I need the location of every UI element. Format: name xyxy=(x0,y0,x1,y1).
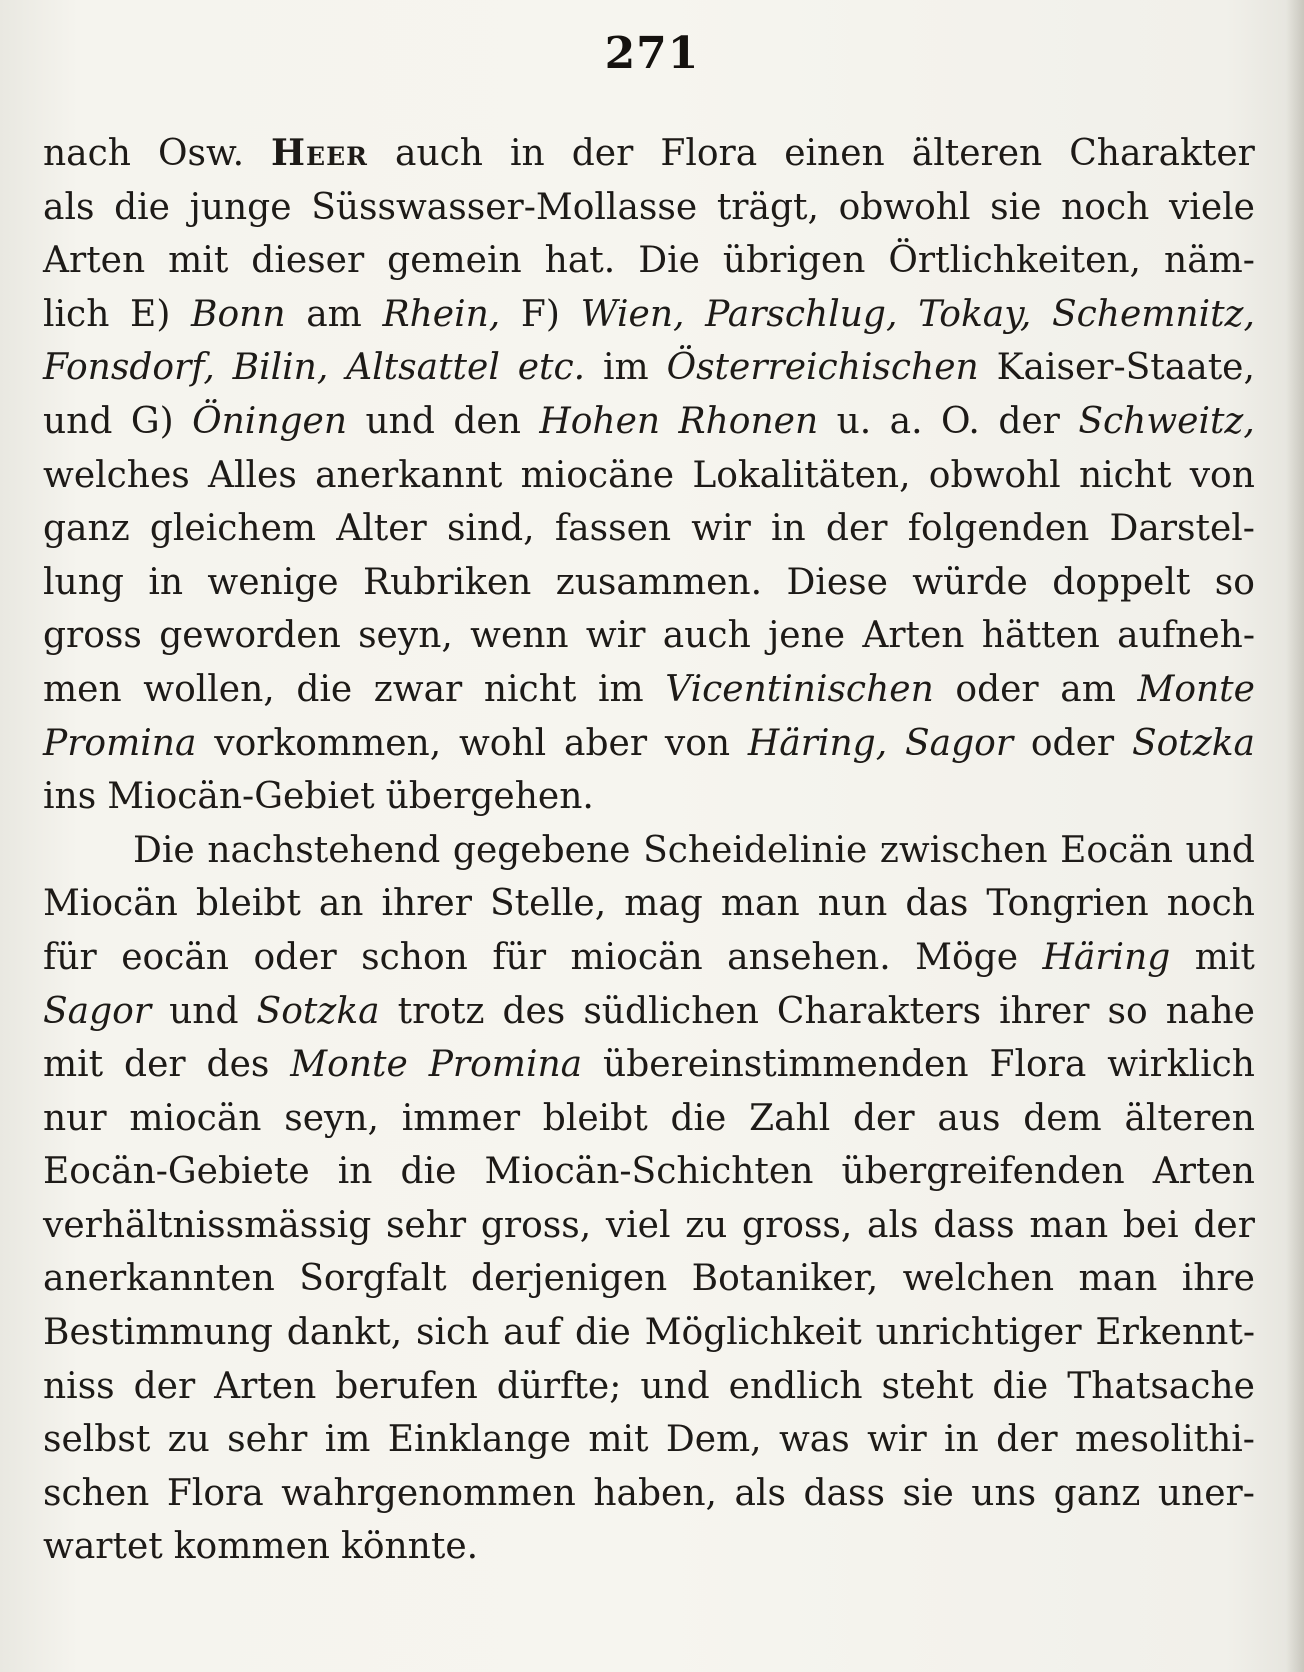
word: Möge xyxy=(915,936,1019,978)
word: ganz xyxy=(43,508,130,550)
word: gleichem xyxy=(149,508,317,550)
word: Bestimmung xyxy=(43,1312,273,1354)
word: Thatsache xyxy=(1067,1365,1255,1407)
word: mit xyxy=(43,1044,104,1086)
word: Flora xyxy=(989,1044,1087,1086)
word: die xyxy=(400,1151,457,1193)
text-line xyxy=(43,609,1255,663)
word: unrichtiger xyxy=(875,1312,1082,1354)
word: Die xyxy=(133,829,195,871)
word: mit xyxy=(588,1419,649,1461)
word: und xyxy=(43,400,113,442)
word: gross xyxy=(43,615,142,657)
word: auch xyxy=(394,133,483,174)
word: zwischen xyxy=(879,829,1048,871)
text-line xyxy=(43,717,1255,771)
word: im xyxy=(603,347,649,389)
word: den xyxy=(453,400,521,442)
word: bleibt xyxy=(195,883,301,925)
word: dieser xyxy=(251,240,365,282)
word: nicht xyxy=(483,668,577,710)
text-line xyxy=(43,1252,1255,1306)
word: gross, xyxy=(480,1204,592,1246)
word: und xyxy=(1185,829,1255,871)
word: sich xyxy=(415,1312,490,1354)
text-line xyxy=(43,449,1255,503)
word: Bonn xyxy=(191,293,286,335)
word: Häring, xyxy=(747,722,888,764)
word: etc. xyxy=(517,347,586,389)
word: miocän xyxy=(570,936,703,978)
text-line xyxy=(43,663,1255,717)
word: älteren xyxy=(911,133,1043,174)
word: oder xyxy=(1030,722,1115,764)
word: wenn xyxy=(470,615,569,657)
word: verhältnissmässig xyxy=(43,1204,372,1246)
word: ganz xyxy=(1053,1472,1141,1514)
word: Schemnitz, xyxy=(1051,293,1255,335)
word: hätten xyxy=(981,615,1100,657)
word: Miocän-Schichten xyxy=(484,1151,814,1193)
word: als xyxy=(43,186,95,228)
word: Stelle, xyxy=(489,883,607,925)
text-line xyxy=(43,288,1255,342)
word: wir xyxy=(691,508,751,550)
word: Arten xyxy=(43,240,146,282)
word: seyn, xyxy=(284,1097,379,1139)
word: könnte. xyxy=(341,1526,479,1568)
word: obwohl xyxy=(838,186,971,228)
word: nahe xyxy=(1165,990,1255,1032)
word: übereinstimmenden xyxy=(603,1044,969,1086)
word: O. xyxy=(941,400,980,442)
word: mag xyxy=(624,883,703,925)
word: des xyxy=(206,1044,270,1086)
text-line xyxy=(43,770,1255,824)
word: Sotzka xyxy=(1131,722,1255,764)
word: Eocän-Gebiete xyxy=(43,1151,310,1193)
word: Alter xyxy=(336,508,427,550)
text-line xyxy=(43,341,1255,395)
word: näm- xyxy=(1164,240,1255,282)
word: wir xyxy=(585,615,646,657)
word: Botaniker, xyxy=(691,1258,879,1300)
word: a. xyxy=(889,400,923,442)
word: Miocän-Gebiet xyxy=(107,776,375,818)
word: fassen xyxy=(554,508,672,550)
word: Promina xyxy=(43,722,197,764)
word: der xyxy=(853,1097,915,1139)
word: und xyxy=(169,990,239,1032)
text-line xyxy=(43,234,1255,288)
word: Zahl xyxy=(749,1097,831,1139)
word: man xyxy=(1078,1258,1158,1300)
word: mit xyxy=(1194,936,1255,978)
word: welches xyxy=(43,454,190,496)
word: der xyxy=(825,508,888,550)
word: Österreichischen xyxy=(666,347,979,389)
word: dürfte; xyxy=(496,1365,622,1407)
word: sie xyxy=(902,1472,954,1514)
word: man xyxy=(720,883,800,925)
text-line xyxy=(43,1038,1255,1092)
word: in xyxy=(148,561,184,603)
word: und xyxy=(365,400,435,442)
word: junge xyxy=(189,186,292,228)
word: anerkannt xyxy=(315,454,503,496)
word: nur xyxy=(43,1097,107,1139)
word: Alles xyxy=(208,454,297,496)
word: wollen, xyxy=(143,668,275,710)
word: viele xyxy=(1168,186,1255,228)
word: südlichen xyxy=(583,990,759,1032)
body-text xyxy=(43,127,1255,1574)
word: ansehen. xyxy=(727,936,891,978)
word: Promina xyxy=(428,1044,583,1086)
word: Bilin, xyxy=(232,347,329,389)
word: zu xyxy=(685,1204,728,1246)
word: Rhonen xyxy=(678,400,819,442)
word: wahrgenommen xyxy=(281,1472,576,1514)
word: Monte xyxy=(1137,668,1255,710)
word: die xyxy=(670,1097,727,1139)
word: in xyxy=(771,508,806,550)
word: Öningen xyxy=(192,400,348,442)
word: für xyxy=(43,936,97,978)
word: steht xyxy=(881,1365,974,1407)
word: Charakters xyxy=(776,990,982,1032)
word: berufen xyxy=(335,1365,478,1407)
word: so xyxy=(1214,561,1255,603)
word: der xyxy=(571,133,634,174)
word: geworden xyxy=(159,615,341,657)
word: zusammen. xyxy=(555,561,763,603)
word: Monte xyxy=(290,1044,408,1086)
word: oder xyxy=(955,668,1039,710)
word: Sotzka xyxy=(256,990,380,1032)
word: oder xyxy=(253,936,337,978)
word: an xyxy=(318,883,364,925)
word: lung xyxy=(43,561,124,603)
word: aus xyxy=(937,1097,1001,1139)
word: die xyxy=(296,668,353,710)
word: ihrer xyxy=(999,990,1090,1032)
word: nach xyxy=(43,133,131,174)
word: die xyxy=(574,1312,631,1354)
text-line xyxy=(43,824,1255,878)
text-line xyxy=(43,1413,1255,1467)
word: Örtlichkeiten, xyxy=(888,240,1142,282)
word: von xyxy=(1189,454,1255,496)
word: kommen xyxy=(173,1526,330,1568)
word: jene xyxy=(768,615,846,657)
word: im xyxy=(597,668,644,710)
word: Flora xyxy=(166,1472,264,1514)
text-line xyxy=(43,1092,1255,1146)
word: in xyxy=(510,133,545,174)
word: wirklich xyxy=(1107,1044,1255,1086)
word: in xyxy=(337,1151,373,1193)
word: Erkennt- xyxy=(1095,1312,1255,1354)
word: Arten xyxy=(214,1365,317,1407)
word: gemein xyxy=(387,240,522,282)
word: Osw. xyxy=(158,133,245,174)
word: übergehen. xyxy=(385,776,594,818)
word: miocän xyxy=(129,1097,262,1139)
word: die xyxy=(114,186,170,228)
word: Rhein, xyxy=(382,293,501,335)
word: Einklange xyxy=(387,1419,572,1461)
word: Scheidelinie xyxy=(643,829,868,871)
word: hat. xyxy=(544,240,616,282)
word: Sorgfalt xyxy=(299,1258,447,1300)
word: als xyxy=(734,1472,786,1514)
word: das xyxy=(905,883,969,925)
word: men xyxy=(43,668,122,710)
word: am xyxy=(306,293,362,335)
word: anerkannten xyxy=(43,1258,275,1300)
word: Dem, xyxy=(665,1419,762,1461)
word: Kaiser-Staate, xyxy=(996,347,1255,389)
word: schon xyxy=(361,936,468,978)
text-line xyxy=(43,395,1255,449)
word: wartet xyxy=(43,1526,163,1568)
word: Arten xyxy=(862,615,965,657)
word: wir xyxy=(867,1419,927,1461)
word: endlich xyxy=(728,1365,863,1407)
word: zwar xyxy=(373,668,463,710)
word: Tokay, xyxy=(918,293,1032,335)
word: doppelt xyxy=(1052,561,1191,603)
word: derjenigen xyxy=(470,1258,668,1300)
word: wohl xyxy=(458,722,547,764)
word: mesolithi- xyxy=(1075,1419,1255,1461)
text-line xyxy=(43,985,1255,1039)
word: E) xyxy=(130,293,171,335)
word: als xyxy=(867,1204,919,1246)
word: Darstel- xyxy=(1109,508,1255,550)
word: uner- xyxy=(1157,1472,1255,1514)
word: aufneh- xyxy=(1117,615,1255,657)
word: würde xyxy=(912,561,1028,603)
word: nicht xyxy=(1078,454,1172,496)
word: dankt, xyxy=(286,1312,403,1354)
word: einen xyxy=(784,133,885,174)
word: sehr xyxy=(227,1419,308,1461)
word: G) xyxy=(130,400,174,442)
word: schen xyxy=(43,1472,150,1514)
page-number: 271 xyxy=(604,28,700,79)
word: zu xyxy=(167,1419,210,1461)
text-line xyxy=(43,877,1255,931)
text-line xyxy=(43,1306,1255,1360)
word: auch xyxy=(662,615,751,657)
word: seyn, xyxy=(358,615,453,657)
word: des xyxy=(502,990,566,1032)
word: Diese xyxy=(786,561,888,603)
word: der xyxy=(996,1419,1058,1461)
word: noch xyxy=(1166,883,1255,925)
text-line xyxy=(43,1145,1255,1199)
word: man xyxy=(1029,1204,1109,1246)
word: ihrer xyxy=(381,883,472,925)
text-line xyxy=(43,1467,1255,1521)
word: vorkommen, xyxy=(214,722,442,764)
word: Sagor xyxy=(43,990,152,1032)
text-line xyxy=(43,931,1255,985)
word: welchen xyxy=(902,1258,1055,1300)
word: Wien, xyxy=(580,293,685,335)
word: sehr xyxy=(385,1204,467,1246)
word: noch xyxy=(1061,186,1150,228)
word: trägt, xyxy=(716,186,819,228)
word: obwohl xyxy=(928,454,1061,496)
word: uns xyxy=(971,1472,1037,1514)
word: u. xyxy=(836,400,872,442)
word: folgenden xyxy=(907,508,1090,550)
word: trotz xyxy=(397,990,485,1032)
word: in xyxy=(944,1419,979,1461)
word: Heer xyxy=(271,132,368,174)
word: wenige xyxy=(207,561,339,603)
word: so xyxy=(1107,990,1148,1032)
text-line xyxy=(43,181,1255,235)
word: dass xyxy=(933,1204,1015,1246)
word: ins xyxy=(43,776,97,818)
word: am xyxy=(1060,668,1116,710)
text-line xyxy=(43,502,1255,556)
text-line xyxy=(43,127,1255,181)
page-edge-shadow xyxy=(1286,0,1304,1672)
word: für xyxy=(492,936,547,978)
word: aber xyxy=(564,722,648,764)
word: ihre xyxy=(1181,1258,1255,1300)
word: haben, xyxy=(593,1472,717,1514)
word: und xyxy=(640,1365,710,1407)
text-line xyxy=(43,1199,1255,1253)
word: Vicentinischen xyxy=(665,668,934,710)
word: auf xyxy=(503,1312,562,1354)
word: der xyxy=(124,1044,186,1086)
word: älteren xyxy=(1124,1097,1255,1139)
word: Charakter xyxy=(1069,133,1255,174)
word: dass xyxy=(803,1472,885,1514)
word: Miocän xyxy=(43,883,178,925)
word: bleibt xyxy=(542,1097,648,1139)
word: Parschlug, xyxy=(705,293,898,335)
word: sind, xyxy=(446,508,535,550)
word: Flora xyxy=(660,133,758,174)
word: Eocän xyxy=(1060,829,1173,871)
word: niss xyxy=(43,1365,115,1407)
word: Fonsdorf, xyxy=(43,347,215,389)
word: übergreifenden xyxy=(841,1151,1125,1193)
word: miocäne xyxy=(520,454,675,496)
word: Sagor xyxy=(904,722,1014,764)
text-line xyxy=(43,1520,1255,1574)
word: Tongrien xyxy=(986,883,1149,925)
word: was xyxy=(778,1419,850,1461)
word: lich xyxy=(43,293,110,335)
word: übrigen xyxy=(722,240,866,282)
word: mit xyxy=(168,240,229,282)
text-line xyxy=(43,1360,1255,1414)
word: sie xyxy=(990,186,1042,228)
word: Hohen xyxy=(539,400,661,442)
word: gross, xyxy=(742,1204,853,1246)
word: Die xyxy=(638,240,700,282)
word: von xyxy=(664,722,731,764)
word: gegebene xyxy=(452,829,631,871)
word: Schweitz, xyxy=(1078,400,1255,442)
word: der xyxy=(1193,1204,1255,1246)
text-line xyxy=(43,556,1255,610)
word: eocän xyxy=(121,936,229,978)
word: Altsattel xyxy=(346,347,500,389)
word: der xyxy=(133,1365,196,1407)
word: bei xyxy=(1122,1204,1179,1246)
word: Lokalitäten, xyxy=(692,454,911,496)
word: Arten xyxy=(1152,1151,1255,1193)
word: Möglichkeit xyxy=(644,1312,862,1354)
word: dem xyxy=(1023,1097,1102,1139)
word: Rubriken xyxy=(362,561,532,603)
word: nachstehend xyxy=(207,829,441,871)
word: im xyxy=(324,1419,371,1461)
word: F) xyxy=(520,293,560,335)
word: selbst xyxy=(43,1419,151,1461)
word: nun xyxy=(817,883,888,925)
word: die xyxy=(992,1365,1049,1407)
word: viel xyxy=(605,1204,671,1246)
word: immer xyxy=(401,1097,521,1139)
word: der xyxy=(998,400,1060,442)
word: Häring xyxy=(1042,936,1171,978)
word: Süsswasser-Mollasse xyxy=(311,186,698,228)
